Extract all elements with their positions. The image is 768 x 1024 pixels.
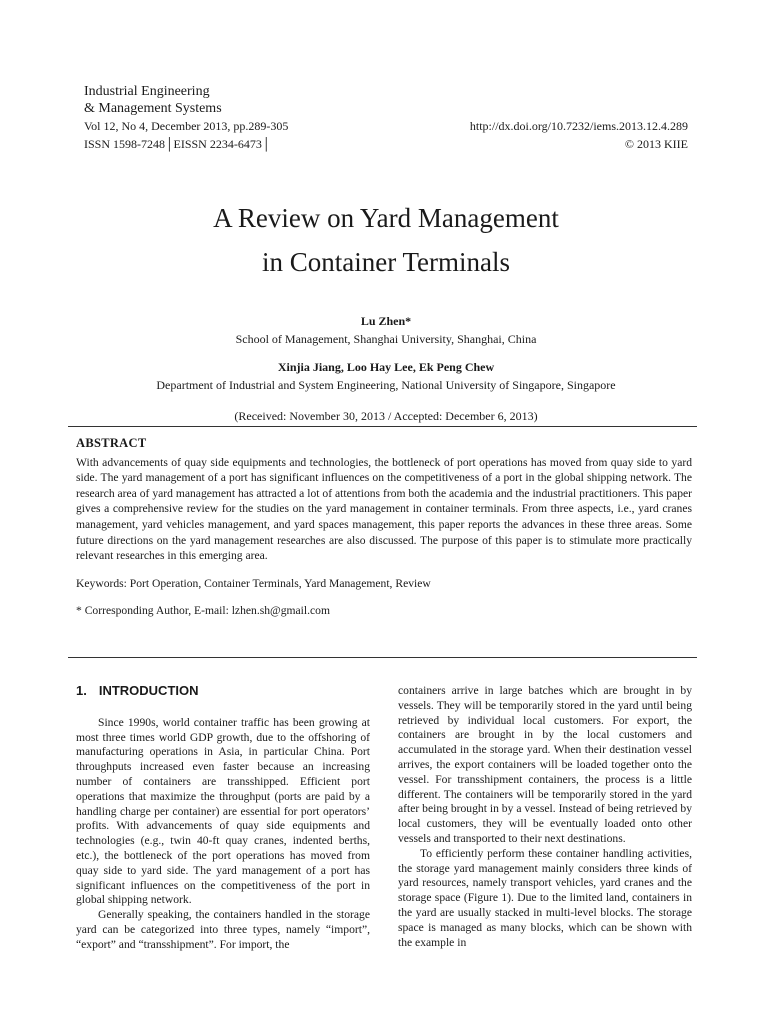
journal-name-line2: & Management Systems: [84, 101, 222, 116]
abstract-bottom-rule: [68, 657, 697, 658]
author-affiliation-2: Department of Industrial and System Engineering, National University of Singapore, Singapore: [156, 378, 616, 392]
section-title: INTRODUCTION: [98, 683, 199, 698]
journal-meta-row-1: [84, 117, 688, 135]
journal-meta-row-2: [84, 135, 688, 153]
doi-link[interactable]: http://dx.doi.org/10.7232/iems.2013.12.4.289: [469, 119, 688, 133]
abstract-top-rule: [68, 426, 697, 427]
issn: ISSN 1598-7248│EISSN 2234-6473│: [84, 137, 271, 151]
body-column-left: [76, 684, 370, 953]
volume-info: Vol 12, No 4, December 2013, pp.289-305: [84, 119, 289, 133]
journal-name-line1: Industrial Engineering: [84, 84, 210, 99]
keywords: Keywords: Port Operation, Container Terminals, Yard Management, Review: [76, 576, 431, 590]
journal-header: [84, 83, 688, 153]
copyright: © 2013 KIIE: [624, 137, 688, 151]
corresponding-author: * Corresponding Author, E-mail: lzhen.sh@gmail.com: [76, 604, 330, 618]
paragraph: containers arrive in large batches which are brought in by vessels. They will be temporarily stored in the yard until being retrieved by individual local customers. For export, the containers are brought in by the local customers and accumulated in the storage yard. When their destination vessel arrives, the export containers will be loaded together onto the vessel. For transshipment containers, the process is a little different. The containers will be temporarily stored in the yard after being brought in by a vessel. Instead of being retrieved by local customers, they will be eventually loaded onto other vessels and transported to their next destinations.: [398, 684, 692, 845]
abstract-heading: ABSTRACT: [76, 436, 147, 450]
author-names-2: Xinjia Jiang, Loo Hay Lee, Ek Peng Chew: [277, 360, 495, 374]
paragraph: Since 1990s, world container traffic has been growing at most three times world GDP growth, due to the offshoring of manufacturing operations in Asia, in particular China. Port throughputs increased even faster because an increasing number of containers are transshipped. Efficient port operations that maximize the throughput (ports are paid by a handling charge per container) are essential for port operators’ profits. With advancements of quay side equipments and technologies (e.g., twin 40-ft quay cranes, indented berths, etc.), the bottleneck of the port operations has moved from quay side to yard side. The yard management of a port has significant influences on the competitiveness of the port in global shipping network.: [76, 715, 370, 907]
section-number: 1.: [76, 683, 87, 698]
paper-title: [84, 196, 688, 284]
abstract-section: [76, 436, 692, 619]
title-line-1: A Review on Yard Management: [213, 203, 559, 233]
author-names-1: Lu Zhen*: [360, 314, 412, 328]
author-affiliation-1: School of Management, Shanghai University, Shanghai, China: [235, 332, 537, 346]
paragraph: Generally speaking, the containers handled in the storage yard can be categorized into three types, namely “import”, “export” and “transshipment”. For import, the: [76, 908, 370, 951]
section-heading-introduction: [76, 684, 370, 699]
abstract-body: With advancements of quay side equipments and technologies, the bottleneck of port operations has moved from quay side to yard side. The yard management of a port has significant influences on the competitiveness of a port in the global shipping network. The research area of yard management has attracted a lot of attentions from both the academia and the industrial practitioners. This paper gives a comprehensive review for the studies on the yard management in container terminals. From three aspects, i.e., yard cranes management, yard vehicles management, and yard spaces management, this paper reports the advances in these three areas. Some future directions on the yard management researches are also discussed. The purpose of this paper is to stimulate more practically relevant researches in this emerging area.: [76, 455, 692, 563]
title-line-2: in Container Terminals: [261, 247, 511, 277]
author-block: [84, 312, 688, 425]
paragraph: To efficiently perform these container handling activities, the storage yard management mainly considers three kinds of yard resources, namely transport vehicles, yard cranes and the storage space (Figure 1). Due to the limited land, containers in the yard are usually stacked in multi-level blocks. The storage space is managed as many blocks, which can be shown with the example in: [398, 846, 692, 949]
received-dates: (Received: November 30, 2013 / Accepted: December 6, 2013): [234, 409, 538, 423]
body-column-right: [398, 684, 692, 950]
